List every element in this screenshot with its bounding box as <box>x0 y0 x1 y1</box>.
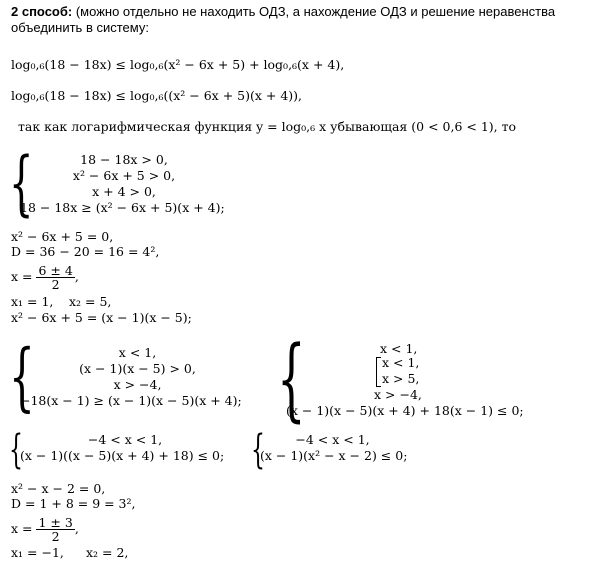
system2-row: −18(x − 1) ≥ (x − 1)(x − 5)(x + 4); <box>20 393 242 408</box>
intro-text: (можно отдельно не находить ОДЗ, а нахождение ОДЗ и решение неравенства объединить в систему: <box>11 4 556 35</box>
quad2-discriminant: D = 1 + 8 = 9 = 3², <box>11 496 136 511</box>
system3-row: x < 1, <box>380 341 418 356</box>
system1-brace: { <box>9 142 34 224</box>
system4-brace: { <box>9 427 23 473</box>
quad2-root-x2: x₂ = 2, <box>86 545 129 560</box>
fraction <box>36 516 74 543</box>
fraction <box>36 264 74 291</box>
quad1-discriminant: D = 36 − 20 = 16 = 4², <box>11 244 160 259</box>
x-equals: x = <box>11 269 33 284</box>
method-heading: 2 способ: <box>11 4 73 19</box>
quad2-root-x1: x₁ = −1, <box>11 545 64 560</box>
fraction-denominator: 2 <box>51 529 60 544</box>
system3-brace: { <box>277 327 306 432</box>
quad1-factorization: x² − 6x + 5 = (x − 1)(x − 5); <box>11 310 192 325</box>
fraction-numerator: 1 ± 3 <box>38 515 73 530</box>
system2-row: (x − 1)(x − 5) > 0, <box>79 361 196 376</box>
system5-row: (x − 1)(x² − x − 2) ≤ 0; <box>260 448 408 463</box>
system4 <box>20 432 230 464</box>
system3-nested-bracket <box>376 357 381 387</box>
quad1-equation: x² − 6x + 5 = 0, <box>11 229 114 244</box>
quad2-equation: x² − x − 2 = 0, <box>11 481 106 496</box>
fraction-denominator: 2 <box>51 277 60 292</box>
system3 <box>288 341 528 421</box>
comma: , <box>74 269 79 284</box>
system1-row: 18 − 18x ≥ (x² − 6x + 5)(x + 4); <box>20 200 225 215</box>
system5 <box>260 432 408 464</box>
monotonicity-note: так как логарифмическая функция y = log₀,₆ x убывающая (0 < 0,6 < 1), то <box>18 119 517 134</box>
quad2-root-formula <box>11 516 79 543</box>
quad1-root-x1: x₁ = 1, <box>11 294 54 309</box>
system2 <box>20 345 255 409</box>
system1-row: x² − 6x + 5 > 0, <box>72 168 176 183</box>
quad1-root-formula <box>11 264 79 291</box>
system3-row: x > −4, <box>374 387 422 402</box>
system4-row: −4 < x < 1, <box>87 432 163 447</box>
system2-row: x > −4, <box>113 377 162 392</box>
system1-row: 18 − 18x > 0, <box>80 152 168 167</box>
inequality-line-2: log₀,₆(18 − 18x) ≤ log₀,₆((x² − 6x + 5)(x + 4)), <box>11 88 303 103</box>
system3-nested-row: x < 1, <box>382 355 420 370</box>
system3-nested-row: x > 5, <box>382 371 420 386</box>
system5-brace: { <box>251 427 265 473</box>
comma: , <box>74 521 79 536</box>
system4-row: (x − 1)((x − 5)(x + 4) + 18) ≤ 0; <box>20 448 225 463</box>
system2-row: x < 1, <box>118 345 157 360</box>
x-equals: x = <box>11 521 33 536</box>
system3-row: (x − 1)(x − 5)(x + 4) + 18(x − 1) ≤ 0; <box>286 403 524 418</box>
system2-brace: { <box>9 334 35 420</box>
fraction-numerator: 6 ± 4 <box>38 263 73 278</box>
system1 <box>20 152 225 216</box>
quad1-root-x2: x₂ = 5, <box>69 294 112 309</box>
system1-row: x + 4 > 0, <box>92 184 156 199</box>
system5-row: −4 < x < 1, <box>295 432 370 447</box>
inequality-line-1: log₀,₆(18 − 18x) ≤ log₀,₆(x² − 6x + 5) + log₀,₆(x + 4), <box>11 57 345 72</box>
intro-paragraph <box>11 4 591 36</box>
